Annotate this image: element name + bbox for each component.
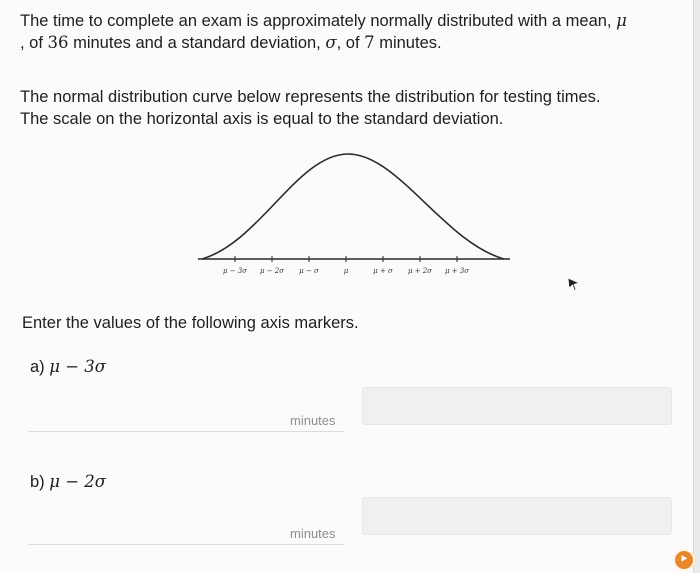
part-b-answer-row: [28, 505, 678, 545]
sigma-symbol: σ: [325, 33, 337, 52]
part-b-unit: minutes: [290, 526, 336, 541]
intro-text-4: , of: [336, 34, 365, 52]
mu-symbol: μ: [616, 11, 627, 30]
part-a-unit: minutes: [290, 413, 336, 428]
description-line-2: The scale on the horizontal axis is equal to the standard deviation.: [20, 110, 504, 128]
part-a-letter: a): [30, 358, 45, 376]
axis-tick-label: μ − σ: [299, 267, 319, 275]
part-a-label: [30, 356, 106, 378]
sd-value: 7: [364, 33, 375, 52]
normal-distribution-curve: [198, 142, 510, 288]
axis-tick-label: μ − 2σ: [259, 267, 285, 275]
mean-value: 36: [47, 33, 69, 52]
instructions: Enter the values of the following axis markers.: [22, 314, 359, 332]
part-b-label: [30, 471, 106, 493]
part-a-answer-row: [28, 392, 678, 432]
axis-tick-label: μ: [343, 267, 349, 275]
axis-tick-label: μ + 2σ: [407, 267, 433, 275]
part-b-input[interactable]: [362, 497, 672, 535]
description-line-1: The normal distribution curve below represents the distribution for testing times.: [20, 88, 601, 106]
mouse-pointer-icon: [567, 277, 581, 293]
part-a-input[interactable]: [362, 387, 672, 425]
answer-underline: [28, 431, 344, 432]
axis-tick-label: μ + 3σ: [444, 267, 470, 275]
bell-curve-path: [202, 154, 504, 259]
part-a-expression: μ − 3σ: [49, 357, 107, 376]
intro-text-2: , of: [20, 34, 48, 52]
scrollbar-edge[interactable]: [693, 0, 700, 573]
intro-text-5: minutes.: [374, 34, 442, 52]
part-b-letter: b): [30, 473, 45, 491]
question-description: [20, 86, 692, 130]
answer-underline: [28, 544, 344, 545]
axis-tick-label: μ + σ: [373, 267, 393, 275]
part-b-expression: μ − 2σ: [49, 472, 107, 491]
question-intro: [20, 10, 692, 54]
axis-tick-label: μ − 3σ: [222, 267, 248, 275]
play-circle-icon[interactable]: [673, 549, 695, 571]
intro-text-1: The time to complete an exam is approximately normally distributed with a mean,: [20, 12, 617, 30]
intro-text-3: minutes and a standard deviation,: [68, 34, 326, 52]
